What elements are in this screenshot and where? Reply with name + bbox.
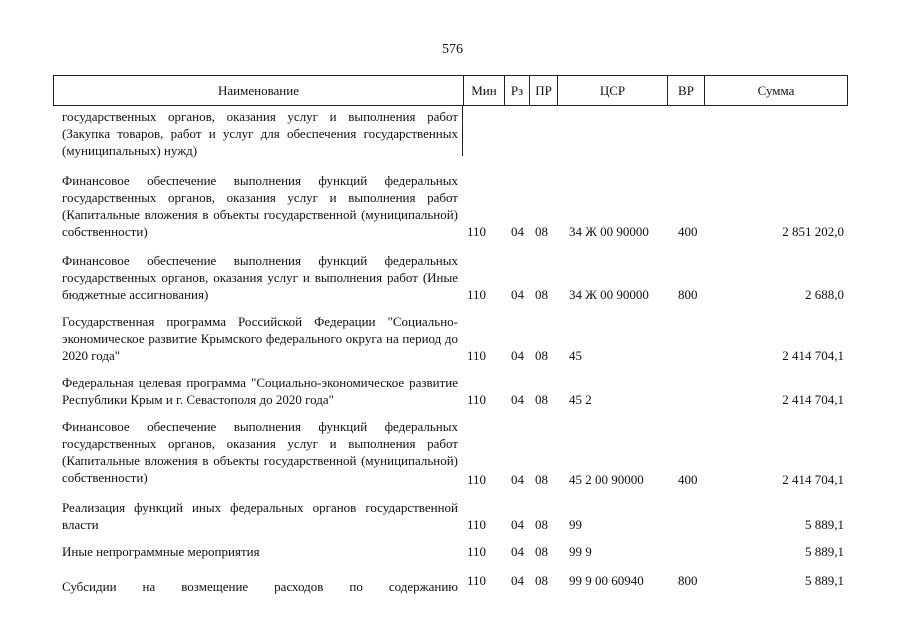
row-vr: 400 xyxy=(678,472,698,487)
row-sum: 2 414 704,1 xyxy=(782,472,844,487)
row-pr: 08 xyxy=(535,573,548,588)
header-vr: ВР xyxy=(667,76,704,105)
row-name: Федеральная целевая программа "Социально-экономическое развитие Республики Крым и г. Севастополя до 2020 года" xyxy=(62,375,458,407)
row-vr: 800 xyxy=(678,287,698,302)
row-csr: 99 9 xyxy=(569,544,592,559)
row-csr: 99 9 00 60940 xyxy=(569,573,644,588)
row-pr: 08 xyxy=(535,224,548,239)
row-min: 110 xyxy=(467,517,487,532)
row-pr: 08 xyxy=(535,517,548,532)
row-sum: 5 889,1 xyxy=(805,544,844,559)
row-csr: 45 2 00 90000 xyxy=(569,472,644,487)
row-name: Реализация функций иных федеральных органов государственной власти xyxy=(62,500,458,532)
row-csr: 45 xyxy=(569,348,582,363)
row-rz: 04 xyxy=(511,392,524,407)
row-min: 110 xyxy=(467,348,487,363)
row-vr: 800 xyxy=(678,573,698,588)
row-pr: 08 xyxy=(535,392,548,407)
row-min: 110 xyxy=(467,573,487,588)
row-name: Субсидии на возмещение расходов по содержанию xyxy=(62,579,458,594)
page-number: 576 xyxy=(442,42,463,57)
row-csr: 34 Ж 00 90000 xyxy=(569,287,649,302)
column-divider xyxy=(462,106,463,156)
row-sum: 5 889,1 xyxy=(805,573,844,588)
header-pr: ПР xyxy=(529,76,557,105)
row-sum: 2 688,0 xyxy=(805,287,844,302)
row-csr: 45 2 xyxy=(569,392,592,407)
row-pr: 08 xyxy=(535,348,548,363)
row-rz: 04 xyxy=(511,573,524,588)
row-rz: 04 xyxy=(511,348,524,363)
header-min: Мин xyxy=(463,76,504,105)
header-csr: ЦСР xyxy=(557,76,667,105)
row-name: Государственная программа Российской Федерации "Социально-экономическое развитие Крымского федерального округа на период до 2020 года" xyxy=(62,314,458,363)
table-header xyxy=(53,75,848,106)
row-min: 110 xyxy=(467,544,487,559)
row-pr: 08 xyxy=(535,287,548,302)
row-sum: 2 851 202,0 xyxy=(782,224,844,239)
row-name: Финансовое обеспечение выполнения функций федеральных государственных органов, оказания услуг и выполнения работ (Капитальные вложения в объекты государственной (муниципальной) собственности) xyxy=(62,173,458,239)
row-csr: 34 Ж 00 90000 xyxy=(569,224,649,239)
row-vr: 400 xyxy=(678,224,698,239)
row-min: 110 xyxy=(467,224,487,239)
row-sum: 5 889,1 xyxy=(805,517,844,532)
row-rz: 04 xyxy=(511,287,524,302)
header-name: Наименование xyxy=(218,82,299,98)
row-name: Финансовое обеспечение выполнения функций федеральных государственных органов, оказания услуг и выполнения работ (Иные бюджетные ассигнования) xyxy=(62,253,458,302)
row-name: Иные непрограммные мероприятия xyxy=(62,544,260,559)
row-rz: 04 xyxy=(511,472,524,487)
header-rz: Рз xyxy=(504,76,529,105)
row-min: 110 xyxy=(467,392,487,407)
row-sum: 2 414 704,1 xyxy=(782,348,844,363)
row-min: 110 xyxy=(467,472,487,487)
row-sum: 2 414 704,1 xyxy=(782,392,844,407)
row-rz: 04 xyxy=(511,517,524,532)
row-pr: 08 xyxy=(535,544,548,559)
row-name: Финансовое обеспечение выполнения функций федеральных государственных органов, оказания услуг и выполнения работ (Капитальные вложения в объекты государственной (муниципальной) собственности) xyxy=(62,419,458,485)
header-sum: Сумма xyxy=(704,76,847,105)
row-csr: 99 xyxy=(569,517,582,532)
row-name: государственных органов, оказания услуг и выполнения работ (Закупка товаров, работ и услуг для обеспечения государственных (муниципальных) нужд) xyxy=(62,109,458,158)
row-pr: 08 xyxy=(535,472,548,487)
row-rz: 04 xyxy=(511,544,524,559)
row-rz: 04 xyxy=(511,224,524,239)
row-min: 110 xyxy=(467,287,487,302)
